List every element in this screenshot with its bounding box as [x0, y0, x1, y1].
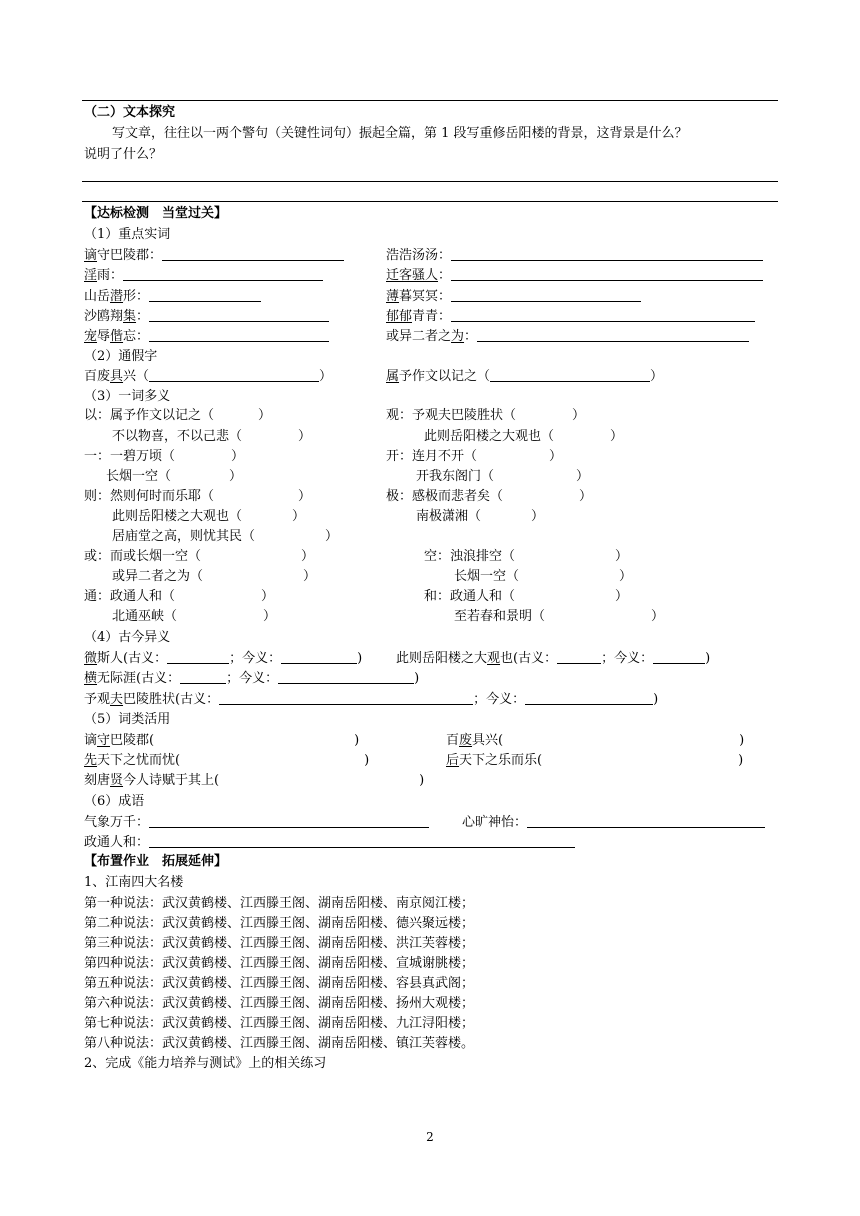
check-heading: 【达标检测 当堂过关】 — [84, 206, 228, 221]
polysemy-item: 和：政通人和（ ） — [424, 589, 629, 604]
polysemy-item: 极：感极而悲者矣（ ） — [386, 489, 593, 504]
vocab-item: 沙鸥翔集： — [84, 308, 329, 326]
polysemy-item: 以：属予作文以记之（ ） — [84, 408, 272, 423]
answer-blank[interactable] — [180, 671, 226, 684]
vocab-item: 山岳潜形： — [84, 288, 261, 306]
top-rule — [82, 100, 778, 101]
vocab-item: 淫雨： — [84, 267, 323, 285]
polysemy-item: 不以物喜，不以己悲（ ） — [112, 429, 312, 444]
answer-rule-1[interactable] — [82, 181, 778, 182]
homework-heading: 【布置作业 拓展延伸】 — [84, 854, 228, 869]
answer-blank[interactable] — [278, 671, 414, 684]
saying-line: 第八种说法：武汉黄鹤楼、江西滕王阁、湖南岳阳楼、镇江芙蓉楼。 — [84, 1036, 475, 1051]
polysemy-item: 空：浊浪排空（ ） — [424, 549, 629, 564]
polysemy-item: 长烟一空（ ） — [106, 469, 243, 484]
polysemy-item: 此则岳阳楼之大观也（ ） — [424, 429, 624, 444]
polysemy-item: 此则岳阳楼之大观也（ ） — [112, 509, 306, 524]
answer-blank[interactable] — [451, 248, 763, 261]
idiom-item: 心旷神怡： — [462, 814, 765, 832]
part2-title: （2）通假字 — [84, 349, 158, 364]
homework-item-2: 2、完成《能力培养与测试》上的相关练习 — [84, 1056, 327, 1071]
vocab-item: 浩浩汤汤： — [386, 247, 763, 265]
ancient-modern-item: 微斯人(古义： ；今义： ) — [84, 651, 363, 666]
vocab-item: 宠辱偕忘： — [84, 328, 329, 346]
saying-line: 第四种说法：武汉黄鹤楼、江西滕王阁、湖南岳阳楼、宣城谢朓楼； — [84, 956, 475, 971]
answer-blank[interactable] — [219, 692, 473, 705]
answer-blank[interactable] — [477, 329, 749, 342]
ancient-modern-item: 此则岳阳楼之大观也(古义： ；今义： ) — [396, 651, 711, 666]
saying-line: 第三种说法：武汉黄鹤楼、江西滕王阁、湖南岳阳楼、洪江芙蓉楼； — [84, 936, 475, 951]
polysemy-item: 至若春和景明（ ） — [454, 609, 665, 624]
polysemy-item: 或：而或长烟一空（ ） — [84, 549, 315, 564]
part6-title: （6）成语 — [84, 794, 145, 809]
section-heading-text-exploration: （二）文本探究 — [84, 105, 176, 120]
answer-blank[interactable] — [451, 268, 763, 281]
polysemy-item: 通：政通人和（ ） — [84, 589, 275, 604]
question-line-2: 说明了什么？ — [84, 147, 163, 162]
polysemy-item: 观：予观夫巴陵胜状（ ） — [386, 408, 586, 423]
ancient-modern-item: 横无际涯(古义： ；今义： ) — [84, 671, 420, 686]
saying-line: 第二种说法：武汉黄鹤楼、江西滕王阁、湖南岳阳楼、德兴聚远楼； — [84, 916, 475, 931]
vocab-item: 郁郁青青： — [386, 308, 755, 326]
part3-title: （3）一词多义 — [84, 389, 171, 404]
polysemy-item: 开我东阁门（ ） — [416, 469, 590, 484]
answer-blank[interactable] — [557, 651, 601, 664]
part4-title: （4）古今异义 — [84, 630, 171, 645]
polysemy-item: 南极潇湘（ ） — [416, 509, 545, 524]
part1-title: （1）重点实词 — [84, 227, 171, 242]
answer-blank[interactable] — [525, 692, 653, 705]
vocab-item: 或异二者之为： — [386, 328, 749, 346]
question-line-1: 写文章，往往以一两个警句（关键性词句）振起全篇，第 1 段写重修岳阳楼的背景，这背景是什么？ — [112, 126, 688, 141]
answer-blank[interactable] — [149, 835, 575, 848]
saying-line: 第五种说法：武汉黄鹤楼、江西滕王阁、湖南岳阳楼、容县真武阁； — [84, 976, 475, 991]
homework-item-1-title: 1、江南四大名楼 — [84, 875, 184, 890]
answer-blank[interactable] — [123, 268, 323, 281]
word-class-item: 百废具兴( ) — [446, 733, 745, 748]
word-class-item: 刻唐贤今人诗赋于其上( ) — [84, 773, 425, 788]
answer-blank[interactable] — [149, 369, 319, 382]
saying-line: 第一种说法：武汉黄鹤楼、江西滕王阁、湖南岳阳楼、南京阅江楼； — [84, 896, 475, 911]
answer-blank[interactable] — [527, 815, 765, 828]
answer-blank[interactable] — [451, 289, 641, 302]
polysemy-item: 居庙堂之高，则忧其民（ ） — [112, 529, 339, 544]
answer-blank[interactable] — [653, 651, 705, 664]
answer-blank[interactable] — [451, 309, 755, 322]
polysemy-item: 长烟一空（ ） — [454, 569, 633, 584]
answer-blank[interactable] — [281, 651, 357, 664]
vocab-item: 迁客骚人： — [386, 267, 763, 285]
vocab-item: 薄暮冥冥： — [386, 288, 641, 306]
answer-blank[interactable] — [490, 369, 650, 382]
answer-blank[interactable] — [149, 815, 429, 828]
word-class-item: 先天下之忧而忧( ) — [84, 753, 370, 768]
part5-title: （5）词类活用 — [84, 712, 171, 727]
answer-rule-2[interactable] — [82, 201, 778, 202]
polysemy-item: 则：然则何时而乐耶（ ） — [84, 489, 312, 504]
vocab-item: 谪守巴陵郡： — [84, 247, 344, 265]
polysemy-item: 开：连月不开（ ） — [386, 449, 563, 464]
tongjia-item: 属予作文以记之（ ） — [386, 369, 664, 384]
saying-line: 第七种说法：武汉黄鹤楼、江西滕王阁、湖南岳阳楼、九江浔阳楼； — [84, 1016, 475, 1031]
answer-blank[interactable] — [167, 651, 229, 664]
answer-blank[interactable] — [149, 289, 261, 302]
word-class-item: 谪守巴陵郡( ) — [84, 733, 360, 748]
idiom-item: 气象万千： — [84, 814, 429, 832]
polysemy-item: 一：一碧万顷（ ） — [84, 449, 245, 464]
answer-blank[interactable] — [149, 309, 329, 322]
page-number: 2 — [426, 1130, 434, 1144]
ancient-modern-item: 予观夫巴陵胜状(古义： ；今义： ) — [84, 692, 659, 707]
idiom-item: 政通人和： — [84, 834, 575, 852]
answer-blank[interactable] — [162, 248, 344, 261]
saying-line: 第六种说法：武汉黄鹤楼、江西滕王阁、湖南岳阳楼、扬州大观楼； — [84, 996, 475, 1011]
word-class-item: 后天下之乐而乐( ) — [446, 753, 744, 768]
polysemy-item: 北通巫峡（ ） — [112, 609, 277, 624]
answer-blank[interactable] — [149, 329, 329, 342]
tongjia-item: 百废具兴（ ） — [84, 369, 333, 384]
polysemy-item: 或异二者之为（ ） — [112, 569, 317, 584]
